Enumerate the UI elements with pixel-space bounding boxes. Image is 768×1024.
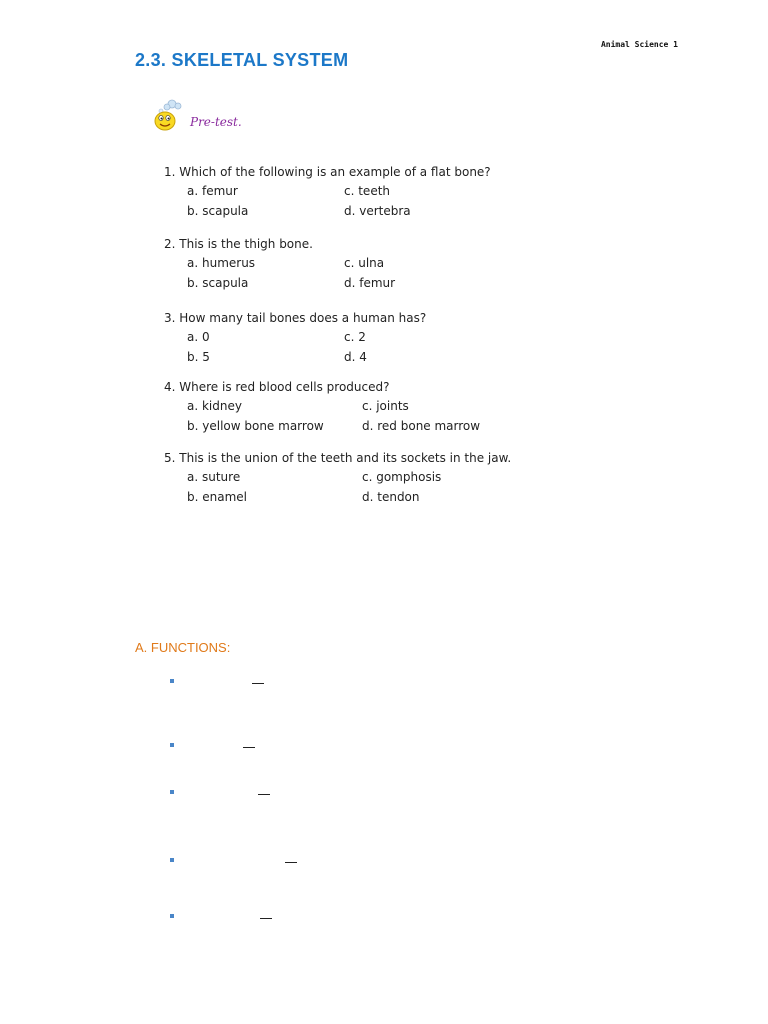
question-3 <box>164 309 426 367</box>
option-d: d. red bone marrow <box>362 419 481 433</box>
option-c: c. joints <box>362 399 409 413</box>
option-b: b. yellow bone marrow <box>187 419 324 433</box>
question-2 <box>164 235 395 293</box>
option-b: b. enamel <box>187 490 247 504</box>
question-stem: 5. This is the union of the teeth and its sockets in the jaw. <box>164 451 512 465</box>
question-4 <box>164 378 480 436</box>
option-d: d. 4 <box>344 350 367 364</box>
option-d: d. femur <box>344 276 396 290</box>
bullet-icon <box>170 743 174 747</box>
question-1 <box>164 163 491 221</box>
option-a: a. suture <box>187 470 241 484</box>
blank-dash <box>252 683 264 684</box>
option-c: c. ulna <box>344 256 385 270</box>
blank-dash <box>243 747 255 748</box>
smiley-icon <box>150 98 188 132</box>
section-title: 2.3. SKELETAL SYSTEM <box>135 50 349 70</box>
option-a: a. 0 <box>187 330 210 344</box>
option-d: d. vertebra <box>344 204 411 218</box>
question-stem: 4. Where is red blood cells produced? <box>164 380 390 394</box>
option-a: a. femur <box>187 184 238 198</box>
pretest-heading <box>150 98 242 132</box>
question-5 <box>164 449 511 507</box>
bullet-icon <box>170 790 174 794</box>
option-a: a. humerus <box>187 256 256 270</box>
option-c: c. teeth <box>344 184 391 198</box>
question-stem: 2. This is the thigh bone. <box>164 237 313 251</box>
pretest-label: Pre-test. <box>190 115 242 129</box>
bullet-icon <box>170 914 174 918</box>
option-b: b. 5 <box>187 350 210 364</box>
blank-dash <box>285 862 297 863</box>
bullet-icon <box>170 858 174 862</box>
option-c: c. 2 <box>344 330 366 344</box>
option-b: b. scapula <box>187 204 249 218</box>
option-d: d. tendon <box>362 490 420 504</box>
question-stem: 3. How many tail bones does a human has? <box>164 311 427 325</box>
question-stem: 1. Which of the following is an example of a flat bone? <box>164 165 491 179</box>
option-b: b. scapula <box>187 276 249 290</box>
functions-heading: A. FUNCTIONS: <box>135 640 231 655</box>
blank-dash <box>258 794 270 795</box>
bullet-icon <box>170 679 174 683</box>
header-course-label: Animal Science 1 <box>600 40 678 49</box>
option-a: a. kidney <box>187 399 242 413</box>
blank-dash <box>260 918 272 919</box>
option-c: c. gomphosis <box>362 470 442 484</box>
